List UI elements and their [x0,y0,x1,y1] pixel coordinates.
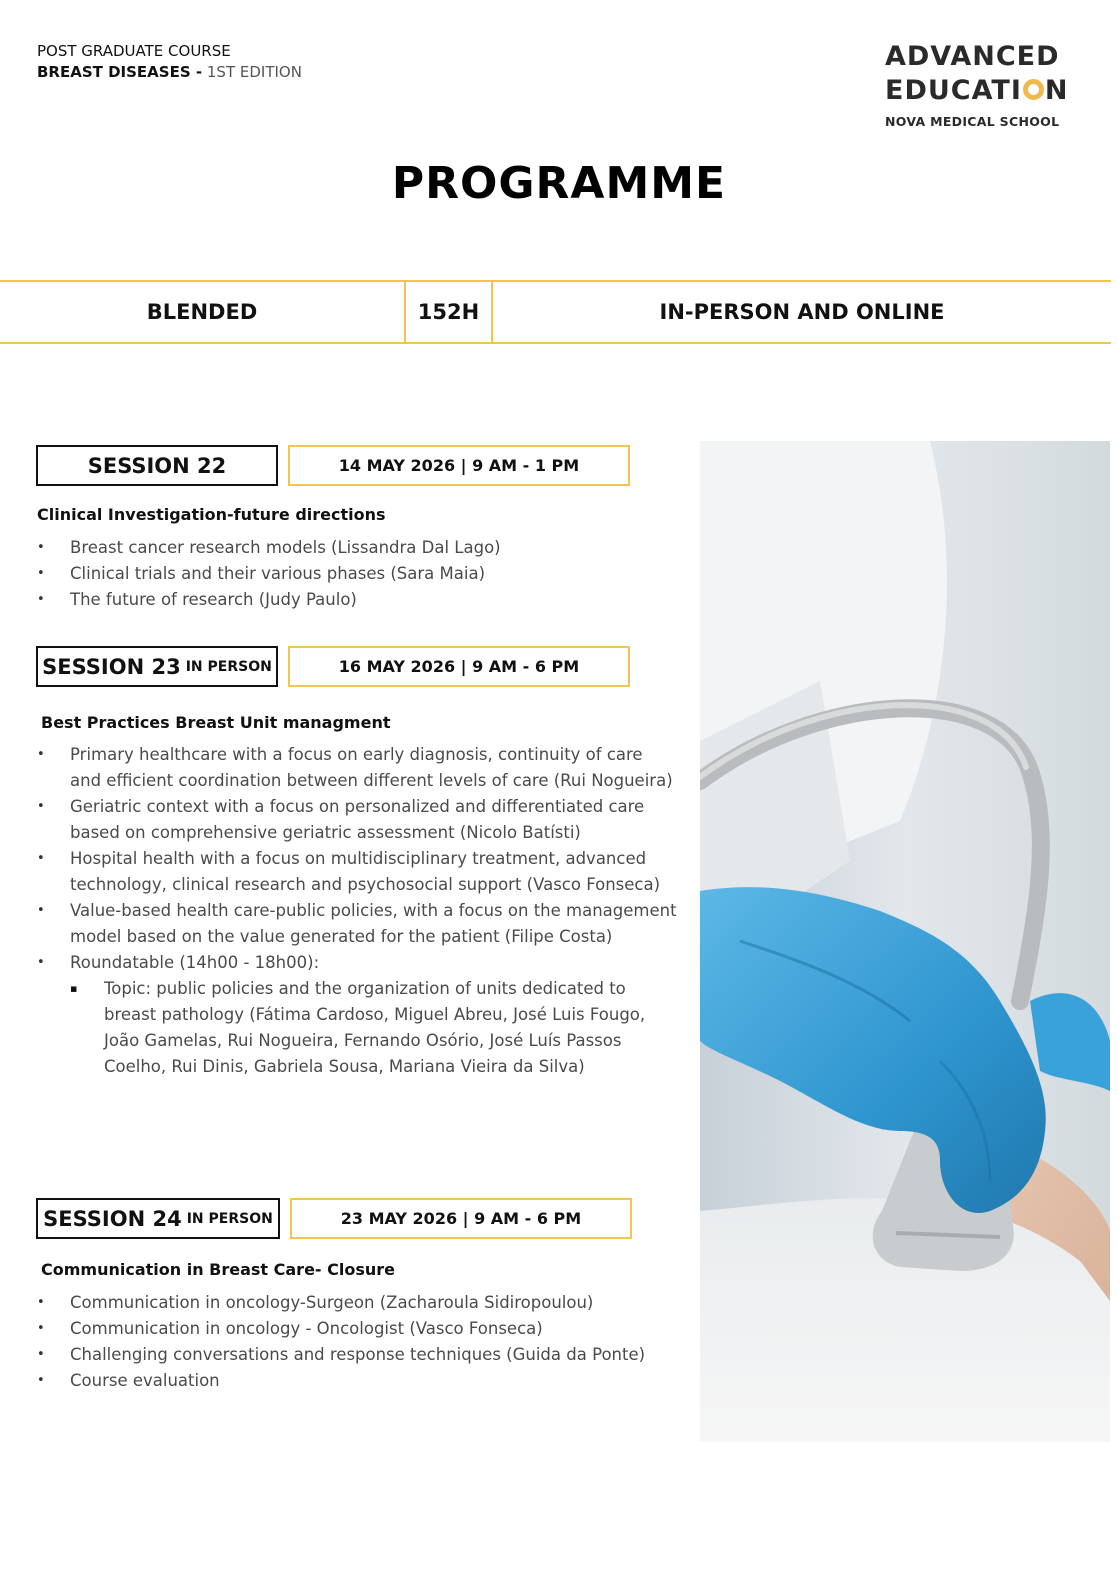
list-item: • Communication in oncology - Oncologist (Vasco Fonseca) [37,1316,677,1342]
session-date: 16 MAY 2026 | 9 AM - 6 PM [288,646,630,687]
logo-word-education-start: EDUCATI [885,75,1022,106]
session-label: SESSION 24 [43,1206,182,1231]
course-edition: 1ST EDITION [206,63,302,81]
session-title: Clinical Investigation-future directions [37,505,386,524]
list-subitem: ▪ Topic: public policies and the organization of units dedicated to breast pathology (Fátima Cardoso, Miguel Abreu, José Luis Fougo, João Gamelas, Rui Nogueira, Fernando Osório, José Luís Passos Coelho, Rui Dinis, Gabriela Sousa, Mariana Vieira da Silva) [37,976,677,1080]
session-header [36,1198,632,1239]
list-item: • Challenging conversations and response techniques (Guida da Ponte) [37,1342,677,1368]
list-item: • Hospital health with a focus on multidisciplinary treatment, advanced technology, clinical research and psychosocial support (Vasco Fonseca) [37,846,677,898]
session-date: 14 MAY 2026 | 9 AM - 1 PM [288,445,630,486]
session-label: SESSION 22 [87,453,227,478]
session-mode-tag: IN PERSON [185,658,272,675]
session-header [36,445,630,486]
session-title: Best Practices Breast Unit managment [41,713,391,732]
page-title: PROGRAMME [391,158,727,209]
session-mode-tag: IN PERSON [186,1210,273,1227]
list-item: • Primary healthcare with a focus on early diagnosis, continuity of care and efficient coordination between different levels of care (Rui Nogueira) [37,742,677,794]
course-name: BREAST DISEASES - [37,63,203,81]
session-title: Communication in Breast Care- Closure [41,1260,395,1279]
list-item: • Geriatric context with a focus on personalized and differentiated care based on comprehensive geriatric assessment (Nicolo Batísti) [37,794,677,846]
session-label: SESSION 23 [42,654,181,679]
list-item: • Communication in oncology-Surgeon (Zacharoula Sidiropoulou) [37,1290,677,1316]
course-type: POST GRADUATE COURSE [37,42,231,60]
session-topics-list [37,535,677,613]
session-label-box [36,445,278,486]
logo-word-education [885,74,1085,108]
list-item: • Value-based health care-public policies, with a focus on the management model based on the value generated for the patient (Filipe Costa) [37,898,677,950]
logo-word-advanced: ADVANCED [885,41,1060,72]
course-name-line [37,63,302,81]
course-heading [37,41,302,83]
session-date: 23 MAY 2026 | 9 AM - 6 PM [290,1198,632,1239]
advanced-education-logo [885,40,1085,129]
list-item: • Course evaluation [37,1368,677,1394]
session-label-box [36,1198,280,1239]
course-mode: IN-PERSON AND ONLINE [659,300,945,324]
logo-ring-icon [1023,79,1044,100]
list-item: • Roundatable (14h00 - 18h00): [37,950,677,976]
session-topics-list [37,742,677,1080]
ultrasound-photo-illustration [700,441,1110,1442]
logo-word-education-end: N [1044,75,1069,106]
list-item: • The future of research (Judy Paulo) [37,587,677,613]
session-header [36,646,630,687]
course-hours: 152H [406,282,493,342]
ultrasound-scan-photo [700,441,1110,1442]
session-topics-list [37,1290,677,1394]
list-item: • Breast cancer research models (Lissandra Dal Lago) [37,535,677,561]
session-label-box [36,646,278,687]
course-format: BLENDED [0,282,406,342]
logo-subtitle: NOVA MEDICAL SCHOOL [885,114,1060,129]
course-info-bar [0,280,1111,344]
list-item: • Clinical trials and their various phases (Sara Maia) [37,561,677,587]
